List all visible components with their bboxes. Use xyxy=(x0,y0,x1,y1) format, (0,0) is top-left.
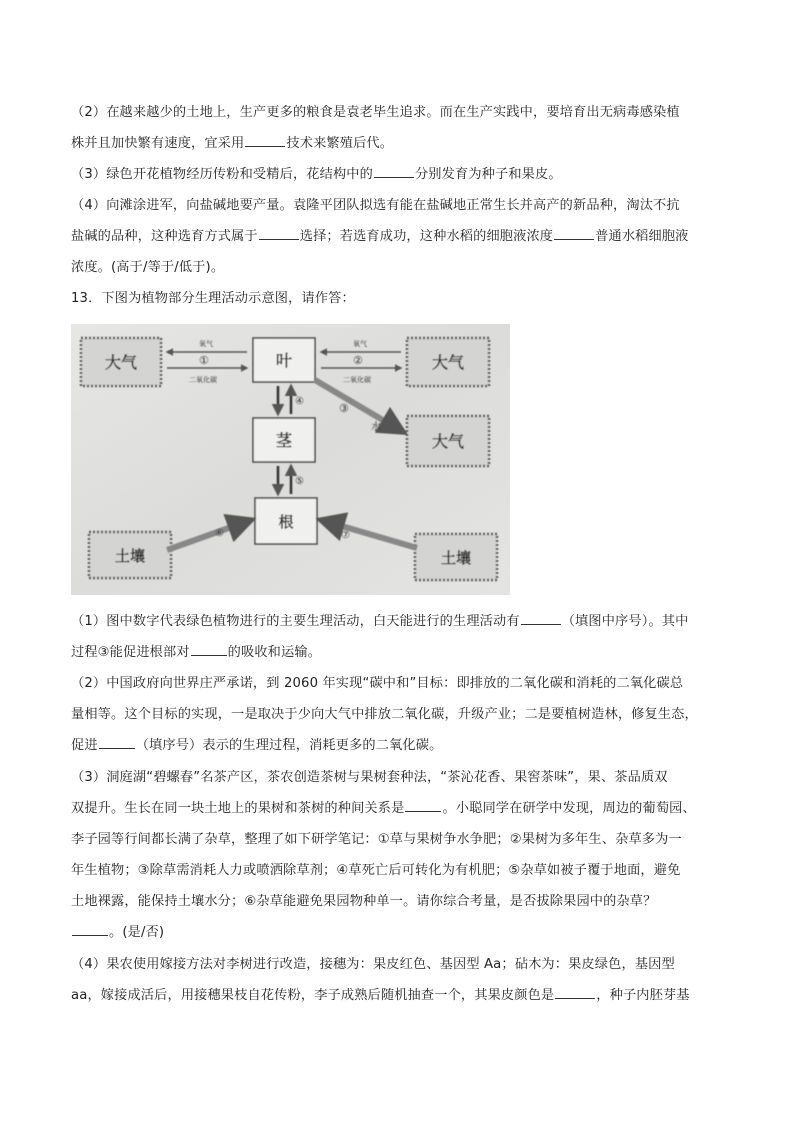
water-label: 水 xyxy=(371,422,381,433)
answer-blank xyxy=(555,985,595,999)
paragraph-q12-2b xyxy=(71,128,721,159)
paragraph-q13-2c xyxy=(71,730,721,761)
text: （3）绿色开花植物经历传粉和受精后，花结构中的 xyxy=(71,167,373,182)
paragraph-q13-3a: （3）洞庭湖“碧螺春”名茶产区，茶农创造茶树与果树套种法，“茶沁花香、果窖茶味”，果、茶品质双 xyxy=(71,770,668,785)
paragraph-q13-4b xyxy=(71,980,721,1011)
atmosphere-right-top-label: 大气 xyxy=(431,353,465,372)
text: 分别发育为种子和果皮。 xyxy=(414,167,562,182)
process-number-1: ① xyxy=(199,354,209,367)
paragraph-q13-3c: 李子园等行间都长满了杂草，整理了如下研学笔记：①草与果树争水争肥；②果树为多年生、杂草多为一 xyxy=(71,832,682,847)
text: （1）图中数字代表绿色植物进行的主要生理活动，白天能进行的生理活动有 xyxy=(71,614,520,629)
text: aa，嫁接成活后，用接穗果枝自花传粉，李子成熟后随机抽查一个，其果皮颜色是 xyxy=(71,988,555,1003)
paragraph-q13-1b xyxy=(71,637,721,668)
root-label: 根 xyxy=(278,513,294,531)
leaf-label: 叶 xyxy=(275,351,293,370)
paragraph-q13-4a: （4）果农使用嫁接方法对李树进行改造，接穗为：果皮红色、基因型 Aa；砧木为：果皮绿色，基因型 xyxy=(71,957,675,972)
soil-left-label: 土壤 xyxy=(114,547,146,565)
text: （填图中序号）。其中 xyxy=(561,614,689,629)
answer-blank xyxy=(405,798,441,812)
paragraph-q12-4a: （4）向滩涂进军，向盐碱地要产量。袁隆平团队拟选有能在盐碱地正常生长并高产的新品种，淘汰不抗 xyxy=(71,198,680,213)
text: 普通水稻细胞液 xyxy=(595,229,689,244)
paragraph-q12-2a: （2）在越来越少的土地上，生产更多的粮食是袁老毕生追求。而在生产实践中，要培育出无病毒感染植 xyxy=(71,105,680,120)
answer-blank xyxy=(99,735,135,749)
process-number-4: ④ xyxy=(295,396,304,407)
answer-blank xyxy=(374,164,414,178)
paragraph-q13-1a xyxy=(71,606,721,637)
process-number-7: ⑦ xyxy=(341,530,350,541)
paragraph-q12-4c: 浓度。(高于/等于/低于)。 xyxy=(71,260,225,275)
stem-label: 茎 xyxy=(275,431,293,450)
text: 株并且加快繁有速度，宜采用 xyxy=(71,136,245,151)
text: 选择；若选育成功，这种水稻的细胞液浓度 xyxy=(299,229,554,244)
question-13-title: 13．下图为植物部分生理活动示意图，请作答： xyxy=(71,291,355,306)
soil-right-label: 土壤 xyxy=(440,549,472,567)
atmosphere-left-label: 大气 xyxy=(104,353,138,372)
co2-label-left: 二氧化碳 xyxy=(189,376,217,384)
text: 过程③能促进根部对 xyxy=(71,645,190,660)
answer-blank xyxy=(245,133,285,147)
plant-physiology-diagram xyxy=(71,324,510,595)
paragraph-q13-2b: 量相等。这个目标的实现，一是取决于少向大气中排放二氧化碳，升级产业；二是要植树造林，修复生态， xyxy=(71,707,698,722)
answer-blank xyxy=(259,226,299,240)
oxygen-label-right: 氧气 xyxy=(353,340,367,348)
answer-blank xyxy=(191,642,227,656)
paragraph-q13-3b xyxy=(71,793,721,824)
paragraph-q13-3f xyxy=(71,917,721,948)
paragraph-q13-3d: 年生植物；③除草需消耗人力或喷洒除草剂；④草死亡后可转化为有机肥；⑤杂草如被子覆于地面，避免 xyxy=(71,863,681,878)
paragraph-q12-4b xyxy=(71,221,721,252)
answer-blank xyxy=(521,611,561,625)
text: 促进 xyxy=(71,738,98,753)
paragraph-q13-3e: 土地裸露，能保持土壤水分；⑥杂草能避免果园物种单一。请你综合考量，是否拔除果园中的杂草？ xyxy=(71,894,657,909)
text: ，种子内胚芽基 xyxy=(596,988,690,1003)
text: 技术来繁殖后代。 xyxy=(286,136,394,151)
paragraph-q12-3 xyxy=(71,159,721,190)
paragraph-q13-2a: （2）中国政府向世界庄严承诺，到 2060 年实现“碳中和”目标：即排放的二氧化碳和消耗的二氧化碳总 xyxy=(71,676,684,691)
answer-blank xyxy=(72,922,108,936)
process-number-3: ③ xyxy=(339,402,349,415)
atmosphere-right-mid-label: 大气 xyxy=(431,432,465,451)
process-number-6: ⑥ xyxy=(215,528,224,539)
oxygen-label-left: 氧气 xyxy=(199,340,213,348)
answer-blank xyxy=(554,226,594,240)
co2-label-right: 二氧化碳 xyxy=(343,376,371,384)
process-number-5: ⑤ xyxy=(295,476,304,487)
process-number-2: ② xyxy=(353,354,363,367)
text: 双提升。生长在同一块土地上的果树和茶树的种间关系是 xyxy=(71,801,405,816)
text: 。(是/否) xyxy=(109,925,165,940)
text: （填序号）表示的生理过程，消耗更多的二氧化碳。 xyxy=(135,738,443,753)
text: 的吸收和运输。 xyxy=(227,645,322,660)
text: 盐碱的品种，这种选育方式属于 xyxy=(71,229,258,244)
text: 。小聪同学在研学中发现，周边的葡萄园、 xyxy=(442,801,696,816)
